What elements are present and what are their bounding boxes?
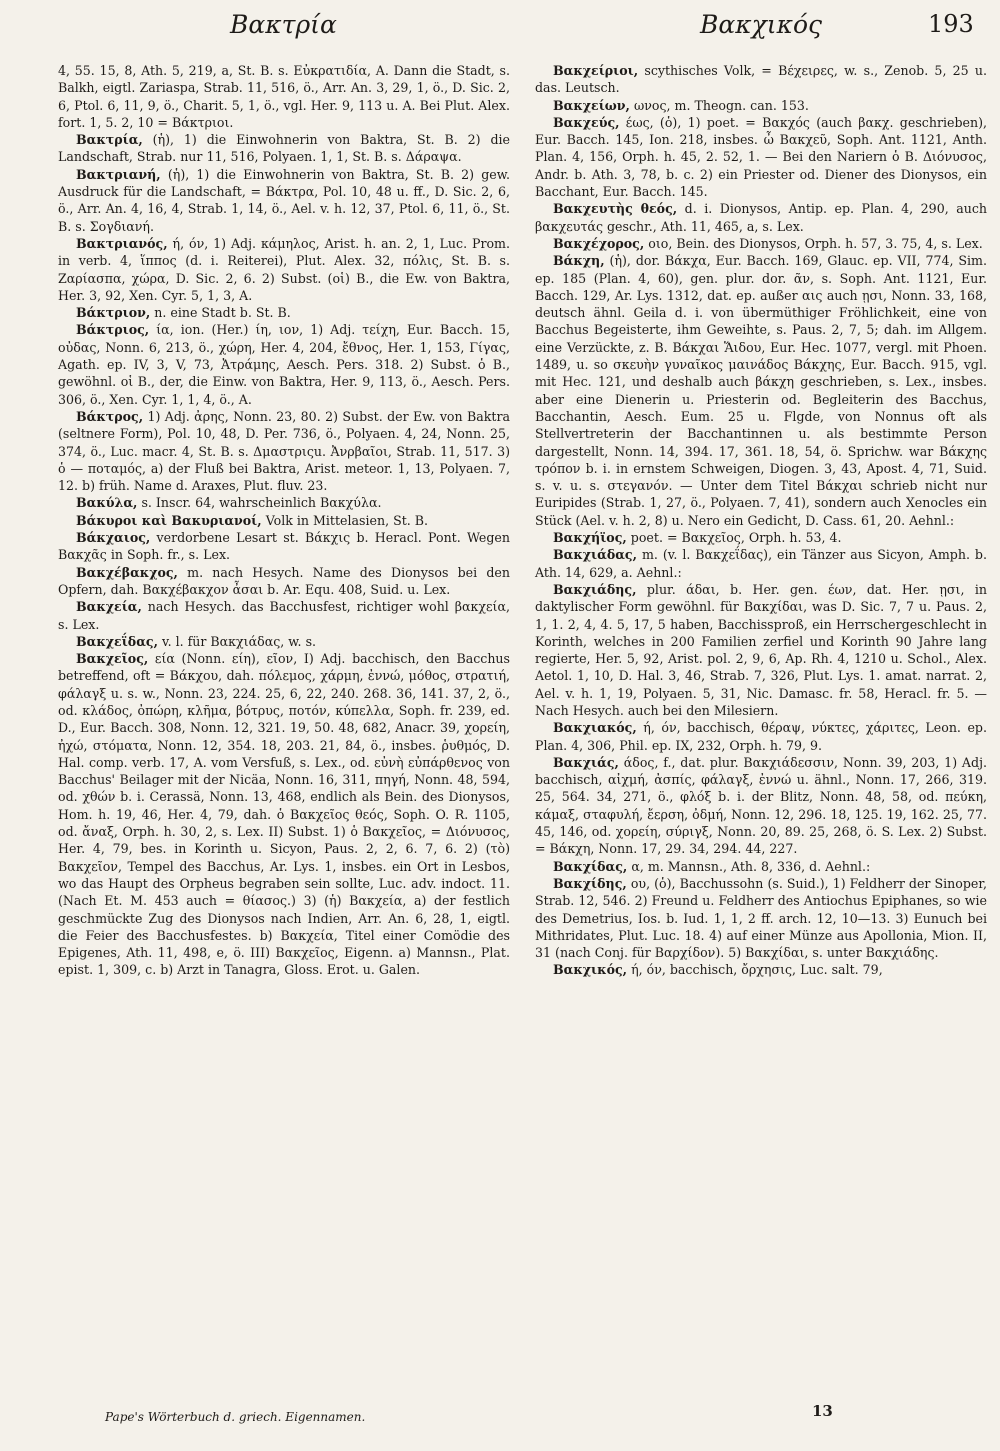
left-running-headword: Βακτρία [230, 10, 337, 39]
dictionary-entry [58, 598, 510, 633]
dictionary-entry [58, 304, 510, 321]
dictionary-entry [535, 200, 987, 235]
entry-lemma: Βακχίδης, [553, 875, 627, 891]
entry-text: άδος, f., dat. plur. Βακχιάδεσσιν, Nonn. 39, 203, 1) Adj. bacchisch, αἰχμή, ἀσπίς, φάλαγξ, ἐννώ u. ähnl., Nonn. 17, 266, 319. 25, 564. 34, 271, ö., φλόξ b. i. der Blitz, Nonn. 48, 58, od. πεύκη, κάμαξ, σταφυλή, ἔερση, ὀδμή, Nonn. 12, 296. 18, 125. 19, 162. 25, 77. 45, 146, od. χορείη, σύριγξ, Nonn. 20, 89. 25, 268, ö. S. Lex. 2) Subst. = Βάκχη, Nonn. 17, 29. 34, 294. 44, 227. [535, 754, 987, 857]
dictionary-entry [58, 408, 510, 494]
entry-text: ή, όν, bacchisch, θέραψ, νύκτες, χάριτες, Leon. ep. Plan. 4, 306, Phil. ep. IX, 232, Orph. h. 79, 9. [535, 720, 987, 753]
dictionary-entry [535, 754, 987, 858]
dictionary-entry [58, 321, 510, 407]
entry-text: m. (v. l. Βακχεΐδας), ein Tänzer aus Sicyon, Amph. b. Ath. 14, 629, a. Aehnl.: [535, 547, 987, 580]
entry-lemma: Βάκχη, [553, 253, 605, 269]
dictionary-entry [535, 97, 987, 114]
dictionary-entry [58, 564, 510, 599]
dictionary-entry [535, 858, 987, 875]
dictionary-entry [535, 235, 987, 252]
entry-lemma: Βακύλα, [76, 495, 138, 511]
entry-text: Volk in Mittelasien, St. B. [265, 512, 429, 528]
entry-text: v. l. für Βακχιάδας, w. s. [161, 633, 317, 649]
dictionary-entry [535, 252, 987, 529]
entry-text: (ἡ), 1) die Einwohnerin von Baktra, St. B. 2) gew. Ausdruck für die Landschaft, = Βάκτρα, Pol. 10, 48 u. ff., D. Sic. 2, 6, ö., Arr. An. 4, 16, 4, Strab. 1, 14, ö., Ael. v. h. 12, 37, Ptol. 6, 11, ö., St. B. s. Σογδιανή. [58, 166, 510, 234]
entry-lemma: Βακχιάδης, [553, 581, 637, 597]
entry-text: 4, 55. 15, 8, Ath. 5, 219, a, St. B. s. Εὐκρατιδία, A. Dann die Stadt, s. Balkh, eigtl. Zariaspa, Strab. 11, 516, ö., Arr. An. 3, 29, 1, ö., D. Sic. 2, 6, Ptol. 6, 11, 9, ö., Charit. 5, 1, ö., vgl. Her. 9, 113 u. A. Bei Plut. Alex. fort. 1, 5. 2, 10 = Βάκτριοι. [58, 63, 510, 130]
entry-lemma: Βακτρία, [76, 132, 143, 148]
entry-lemma: Βακχεῖος, [76, 651, 149, 667]
entry-text: 1) Adj. ἀρης, Nonn. 23, 80. 2) Subst. der Ew. von Baktra (seltnere Form), Pol. 10, 48, D. Per. 736, ö., Polyaen. 4, 24, Nonn. 25, 374, ö., Luc. macr. 4, St. B. s. Δμαστριςu. Ἀνρβαῖοι, Strab. 11, 517. 3) ὁ — ποταμός, a) der Fluß bei Baktra, Arist. meteor. 1, 13, Polyaen. 7, 12. b) früh. Name d. Araxes, Plut. fluv. 23. [58, 408, 510, 494]
entry-text: (ἡ), 1) die Einwohnerin von Baktra, St. B. 2) die Landschaft, Strab. nur 11, 516, Polyaen. 1, 1, St. B. s. Δάραψα. [58, 132, 510, 165]
entry-text: οιο, Bein. des Dionysos, Orph. h. 57, 3. 75, 4, s. Lex. [648, 235, 983, 251]
entry-lemma: Βακτριανός, [76, 235, 168, 251]
dictionary-entry [58, 166, 510, 235]
left-column [58, 62, 510, 979]
entry-lemma: Βακχεΐδας, [76, 633, 158, 649]
entry-lemma: Βάκτριος, [76, 322, 150, 338]
dictionary-entry [535, 719, 987, 754]
entry-text: ία, ion. (Her.) ίη, ιον, 1) Adj. τείχη, Eur. Bacch. 15, οὐδας, Nonn. 6, 213, ö., χώρη, Her. 4, 204, ἔθνος, Her. 1, 153, Γίγας, Agath. ep. IV, 3, V, 73, Ἀτράμης, Aesch. Pers. 318. 2) Subst. ὁ B., gewöhnl. οἱ B., der, die Einw. von Baktra, Her. 9, 113, ö., Aesch. Pers. 306, ö., Xen. Cyr. 1, 1, 4, ö., A. [58, 322, 510, 407]
entry-lemma: Βάκχαιος, [76, 530, 151, 546]
sheet-signature: 13 [812, 1402, 833, 1420]
dictionary-entry [535, 875, 987, 961]
dictionary-entry [535, 581, 987, 719]
entry-lemma: Βακτριανή, [76, 166, 161, 182]
entry-text: plur. άδαι, b. Her. gen. έων, dat. Her. ῃσι, in daktylischer Form gewöhnl. für Βακχίδαι, was D. Sic. 7, 7 u. Paus. 2, 1, 1. 2, 4, 4. 5, 17, 5 haben, Bacchissproß, ein Herrschergeschlecht in Korinth, welches in 200 Familien zerfiel und Korinth 90 Jahre lang regierte, Her. 5, 92, Arist. pol. 2, 9, 6, Ap. Rh. 4, 1210 u. Schol., Alex. Aetol. 1, 10, D. Hal. 3, 46, Strab. 7, 326, Plut. Lys. 1. amat. narrat. 2, Ael. v. h. 1, 19, Polyaen. 5, 31, Nic. Damasc. fr. 58, Heracl. fr. 5. — Nach Hesych. auch bei den Milesiern. [535, 581, 987, 718]
entry-lemma: Βάκυροι καὶ Βακυριανοί, [76, 512, 262, 528]
entry-text: d. i. Dionysos, Antip. ep. Plan. 4, 290, auch βακχευτάς geschr., Ath. 11, 465, a, s. Lex. [535, 201, 987, 234]
entry-lemma: Βάκτρος, [76, 408, 144, 424]
dictionary-entry [58, 235, 510, 304]
entry-lemma: Βακχίδας, [553, 858, 628, 874]
entry-text: εία (Nonn. είη), εῖον, I) Adj. bacchisch, den Bacchus betreffend, oft = Βάκχου, dah. πόλεμος, χάρμη, ἐννώ, μόθος, στρατιή, φάλαγξ u. s. w., Nonn. 23, 224. 25, 6, 22, 240. 268. 36, 141. 37, 2, ö., od. κλάδος, ὀπώρη, κλῆμα, βότρυς, ποτόν, κύπελλα, Soph. fr. 239, ed. D., Eur. Bacch. 308, Nonn. 12, 321. 19, 50. 48, 682, Anacr. 39, χορείη, ἠχώ, στόματα, Nonn. 12, 354. 18, 203. 21, 84, ö., insbes. ῥυθμός, D. Hal. comp. verb. 17, A. vom Versfuß, s. Lex., od. εὐνὴ εὐπάρθενος von Bacchus' Beilager mit der Nicäa, Nonn. 16, 311, πηγή, Nonn. 48, 594, od. χθών b. i. Cerassä, Nonn. 13, 468, endlich als Bein. des Dionysos, Hom. h. 19, 46, Her. 4, 79, dah. ὁ Βακχεῖος θεός, Soph. O. R. 1105, od. ἄναξ, Orph. h. 30, 2, s. Lex. II) Subst. 1) ὁ Βακχεῖος, = Διόνυσος, Her. 4, 79, bes. in Korinth u. Sicyon, Paus. 2, 2, 6. 7, 6. 2) (τὸ) Βακχεῖον, Tempel des Bacchus, Ar. Lys. 1, insbes. ein Ort in Lesbos, wo das Haupt des Orpheus begraben sein sollte, Luc. adv. indoct. 11. (Nach Et. M. 453 auch = θίασος.) 3) (ἡ) Βακχεία, a) der festlich geschmückte Zug des Dionysos nach Indien, Arr. An. 6, 28, 1, eigtl. die Feier des Bacchusfestes. b) Βακχεία, Titel einer Comödie des Epigenes, Ath. 11, 498, e, ö. III) Βακχεῖος, Eigenn. a) Mannsn., Plat. epist. 1, 309, c. b) Arzt in Tanagra, Gloss. Erot. u. Galen. [58, 651, 510, 978]
entry-text: (ἡ), dor. Βάκχα, Eur. Bacch. 169, Glauc. ep. VII, 774, Sim. ep. 185 (Plan. 4, 60), gen. plur. dor. ᾶν, s. Soph. Ant. 1121, Eur. Bacch. 129, Ar. Lys. 1312, dat. ep. außer αις auch ῃσι, Nonn. 33, 168, deutsch ähnl. Geila d. i. von übermüthiger Fröhlichkeit, eine von Bacchus Begeisterte, ihm Geweihte, s. Paus. 2, 7, 5; dah. im Allgem. eine Verzückte, z. B. Βάκχαι Ἅιδου, Eur. Hec. 1077, vergl. mit Phoen. 1489, u. so σκευὴν γυναῖκος μαινάδος Βάκχης, Eur. Bacch. 915, vgl. mit Hec. 121, und deshalb auch βάκχη geschrieben, s. Lex., insbes. aber eine Dienerin u. Priesterin od. Begleiterin des Bacchus, Bacchantin, Aesch. Eum. 25 u. Flgde, von Nonnus oft als Stellvertreterin der Bacchantinnen u. als bestimmte Person dargestellt, Nonn. 14, 394. 17, 361. 18, 54, ö. Sprichw. war Βάκχης τρόπον b. i. in ernstem Schweigen, Diogen. 3, 43, Apost. 4, 71, Suid. s. v. u. s. στεγανόν. — Unter dem Titel Βάκχαι schrieb nicht nur Euripides (Strab. 1, 27, ö., Polyaen. 7, 41), sondern auch Xenocles ein Stück (Ael. v. h. 2, 8) u. Nero ein Gedicht, D. Cass. 61, 20. Aehnl.: [535, 253, 987, 528]
entry-lemma: Βακχεία, [76, 599, 142, 615]
dictionary-entry [535, 62, 987, 97]
page-number: 193 [928, 10, 974, 38]
dictionary-entry [535, 961, 987, 978]
entry-lemma: Βακχεύς, [553, 114, 620, 130]
entry-lemma: Βακχέχορος, [553, 235, 645, 251]
entry-lemma: Βάκτριον, [76, 305, 151, 321]
entry-text: ή, όν, bacchisch, ὄρχησις, Luc. salt. 79, [631, 962, 883, 978]
right-column [535, 62, 987, 979]
entry-lemma: Βακχευτὴς θεός, [553, 201, 678, 217]
dictionary-entry [535, 546, 987, 581]
right-running-headword: Βακχικός [700, 10, 823, 39]
dictionary-entry [58, 633, 510, 650]
entry-text: έως, (ὁ), 1) poet. = Βακχός (auch βακχ. geschrieben), Eur. Bacch. 145, Ion. 218, insbes. ὦ Βακχεῦ, Soph. Ant. 1121, Anth. Plan. 4, 156, Orph. h. 45, 2. 52, 1. — Bei den Nariern ὁ B. Διόνυσος, Andr. b. Ath. 3, 78, b. c. 2) ein Priester od. Diener des Dionysos, ein Bacchant, Eur. Bacch. 145. [535, 114, 987, 200]
entry-lemma: Βακχικός, [553, 962, 628, 978]
entry-text: ωνος, m. Theogn. can. 153. [633, 97, 809, 113]
entry-text: ή, όν, 1) Adj. κάμηλος, Arist. h. an. 2, 1, Luc. Prom. in verb. 4, ἵππος (d. i. Reiterei), Plut. Alex. 32, πόλις, St. B. s. Ζαρίασπα, χώρα, D. Sic. 2, 6. 2) Subst. (οἱ) B., die Ew. von Baktra, Her. 3, 92, Xen. Cyr. 5, 1, 3, A. [58, 235, 511, 303]
dictionary-entry [535, 529, 987, 546]
dictionary-entry [58, 529, 510, 564]
page-header [0, 6, 1000, 46]
entry-text: m. nach Hesych. Name des Dionysos bei den Opfern, dah. Βακχέβακχον ἆσαι b. Ar. Equ. 408, Suid. u. Lex. [58, 564, 510, 597]
publisher-footer: Pape's Wörterbuch d. griech. Eigennamen. [105, 1410, 366, 1424]
entry-text: nach Hesych. das Bacchusfest, richtiger wohl βακχεία, s. Lex. [58, 599, 510, 632]
entry-text: scythisches Volk, = Βέχειρες, w. s., Zenob. 5, 25 u. das. Leutsch. [535, 63, 987, 96]
entry-lemma: Βακχέβακχος, [76, 564, 178, 580]
dictionary-entry [58, 494, 510, 511]
entry-text: n. eine Stadt b. St. B. [154, 305, 291, 321]
dictionary-entry [58, 650, 510, 979]
dictionary-entry [535, 114, 987, 200]
entry-lemma: Βακχιάδας, [553, 547, 637, 563]
dictionary-entry [58, 131, 510, 166]
entry-lemma: Βακχήϊος, [553, 530, 627, 546]
entry-text: s. Inscr. 64, wahrscheinlich Βακχύλα. [141, 495, 382, 511]
entry-text: poet. = Βακχεῖος, Orph. h. 53, 4. [630, 530, 842, 546]
entry-text: α, m. Mannsn., Ath. 8, 336, d. Aehnl.: [631, 858, 871, 874]
entry-lemma: Βακχείριοι, [553, 63, 639, 78]
dictionary-entry [58, 512, 510, 529]
entry-lemma: Βακχείων, [553, 97, 630, 113]
entry-lemma: Βακχιάς, [553, 754, 619, 770]
dictionary-entry [58, 62, 510, 131]
entry-text: ου, (ὁ), Bacchussohn (s. Suid.), 1) Feldherr der Sinoper, Strab. 12, 546. 2) Freund u. Feldherr des Antiochus Epiphanes, so wie des Demetrius, Ios. b. Iud. 1, 1, 2 ff. arch. 12, 10—13. 3) Eunuch bei Mithridates, Plut. Luc. 18. 4) auf einer Münze aus Apollonia, Mion. II, 31 (nach Conj. für Βαρχίδον). 5) Βακχίδαι, s. unter Βακχιάδης. [535, 875, 987, 961]
entry-lemma: Βακχιακός, [553, 720, 637, 736]
entry-text: verdorbene Lesart st. Βάκχις b. Heracl. Pont. Wegen Βακχᾶς in Soph. fr., s. Lex. [58, 530, 510, 563]
